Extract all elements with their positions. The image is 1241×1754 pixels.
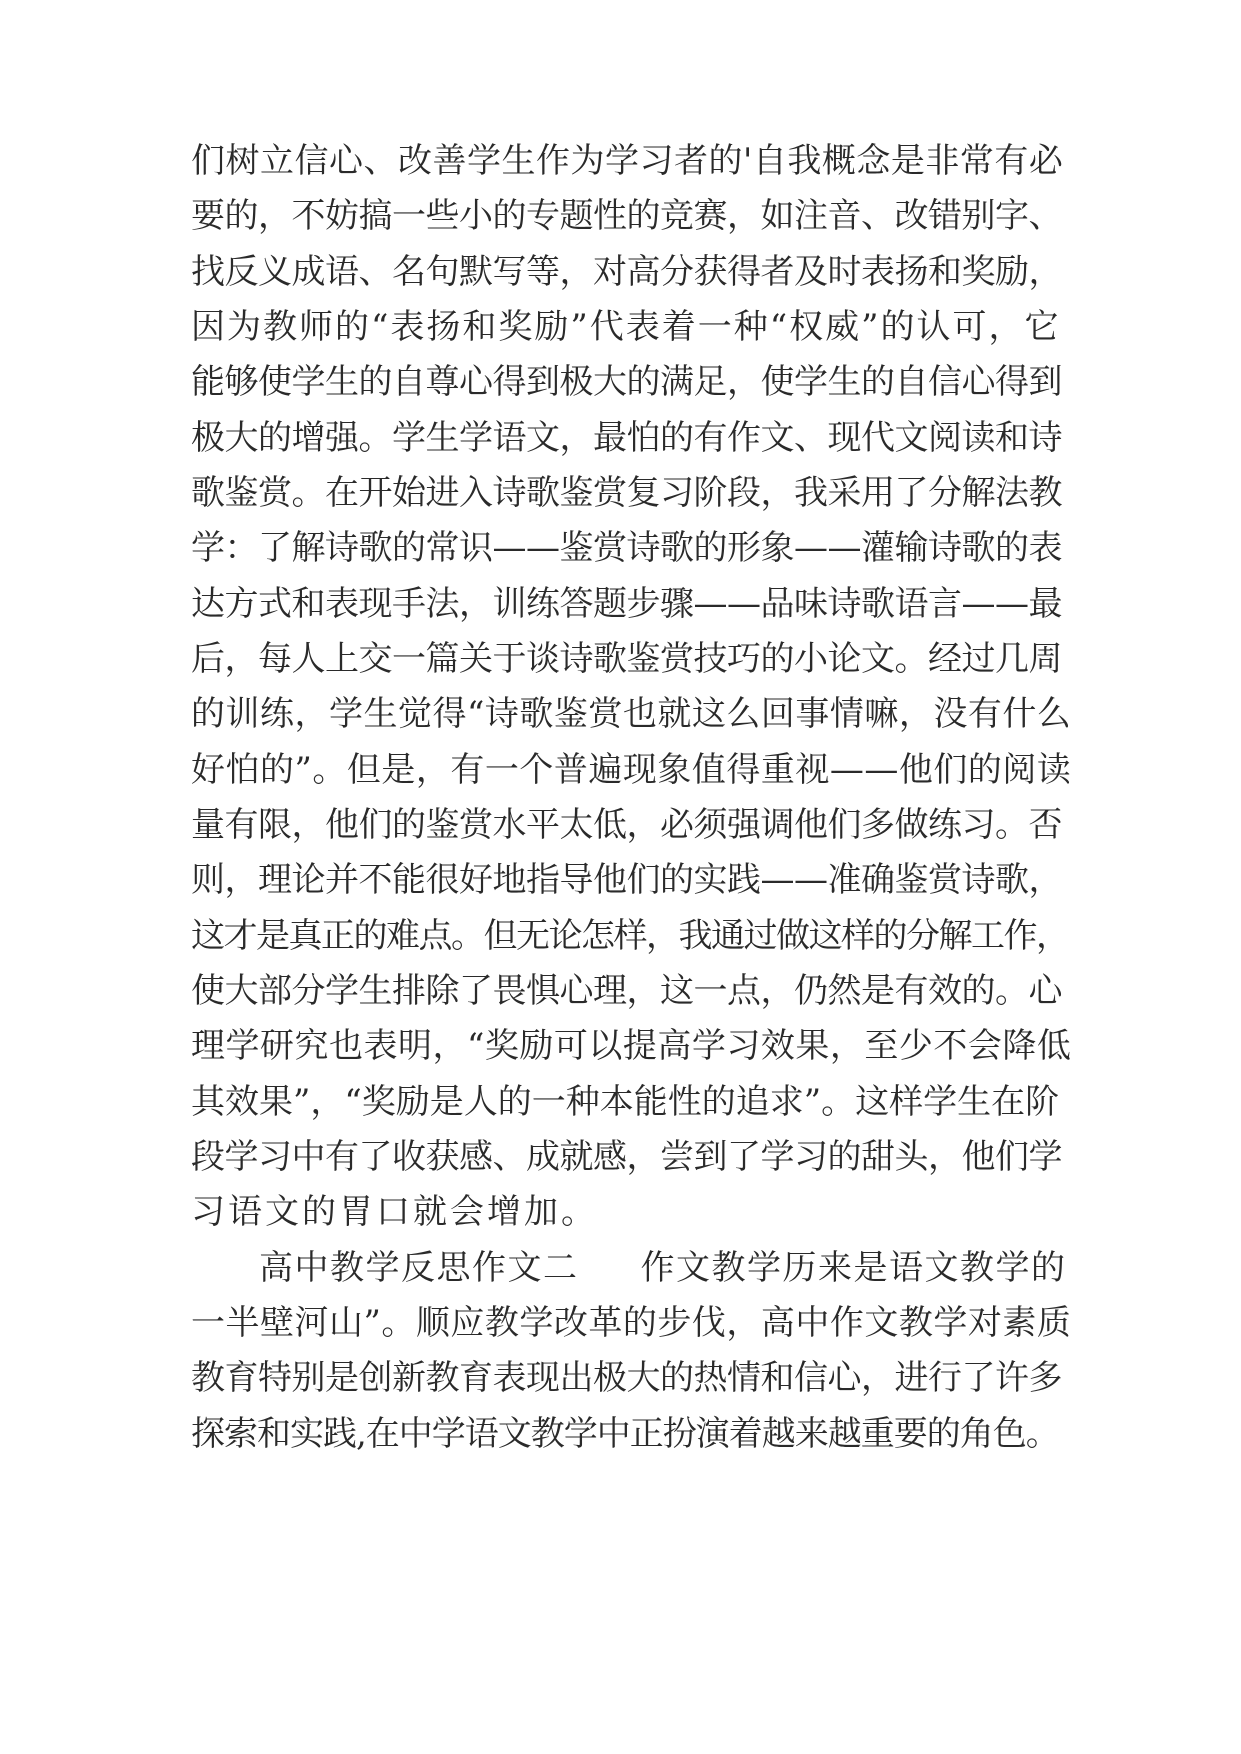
paragraph-line: 一半壁河山”。顺应教学改革的步伐，高中作文教学对素质 — [191, 1303, 1072, 1343]
paragraph-line: 因为教师的“表扬和奖励”代表着一种“权威”的认可，它 — [191, 307, 1061, 347]
paragraph-line: 习语文的胃口就会增加。 — [191, 1192, 598, 1232]
section-heading: 高中教学反思作文二 — [259, 1248, 579, 1288]
paragraph-line: 探索和实践,在中学语文教学中正扮演着越来越重要的角色。 — [191, 1414, 1059, 1454]
paragraph-line: 教育特别是创新教育表现出极大的热情和信心，进行了许多 — [191, 1358, 1062, 1398]
paragraph-line: 达方式和表现手法，训练答题步骤——品味诗歌语言——最 — [191, 584, 1062, 624]
paragraph-line: 后，每人上交一篇关于谈诗歌鉴赏技巧的小论文。经过几周 — [191, 639, 1062, 679]
paragraph-line: 的训练，学生觉得“诗歌鉴赏也就这么回事情嘛，没有什么 — [191, 694, 1072, 734]
paragraph-line: 其效果”，“奖励是人的一种本能性的追求”。这样学生在阶 — [191, 1082, 1060, 1122]
paragraph-line: 学：了解诗歌的常识——鉴赏诗歌的形象——灌输诗歌的表 — [191, 528, 1062, 568]
paragraph-line: 使大部分学生排除了畏惧心理，这一点，仍然是有效的。心 — [191, 971, 1062, 1011]
paragraph-line: 段学习中有了收获感、成就感，尝到了学习的甜头，他们学 — [191, 1137, 1062, 1177]
paragraph-line: 们树立信心、改善学生作为学习者的'自我概念是非常有必 — [191, 141, 1064, 181]
paragraph-line: 极大的增强。学生学语文，最怕的有作文、现代文阅读和诗 — [191, 418, 1062, 458]
paragraph-line: 这才是真正的难点。但无论怎样，我通过做这样的分解工作， — [191, 916, 1069, 956]
paragraph-line: 找反义成语、名句默写等，对高分获得者及时表扬和奖励， — [191, 252, 1062, 292]
paragraph-line: 则，理论并不能很好地指导他们的实践——准确鉴赏诗歌， — [191, 860, 1062, 900]
section-first-line: 作文教学历来是语文教学的 — [640, 1248, 1067, 1288]
section-heading-line — [191, 1248, 1067, 1288]
paragraph-line: 要的，不妨搞一些小的专题性的竞赛，如注音、改错别字、 — [191, 196, 1062, 236]
paragraph-line: 歌鉴赏。在开始进入诗歌鉴赏复习阶段，我采用了分解法教 — [191, 473, 1062, 513]
paragraph-line: 能够使学生的自尊心得到极大的满足，使学生的自信心得到 — [191, 362, 1062, 402]
paragraph-line: 量有限，他们的鉴赏水平太低，必须强调他们多做练习。否 — [191, 805, 1062, 845]
paragraph-line: 好怕的”。但是，有一个普遍现象值得重视——他们的阅读 — [191, 750, 1072, 790]
paragraph-line: 理学研究也表明，“奖励可以提高学习效果，至少不会降低 — [191, 1026, 1072, 1066]
